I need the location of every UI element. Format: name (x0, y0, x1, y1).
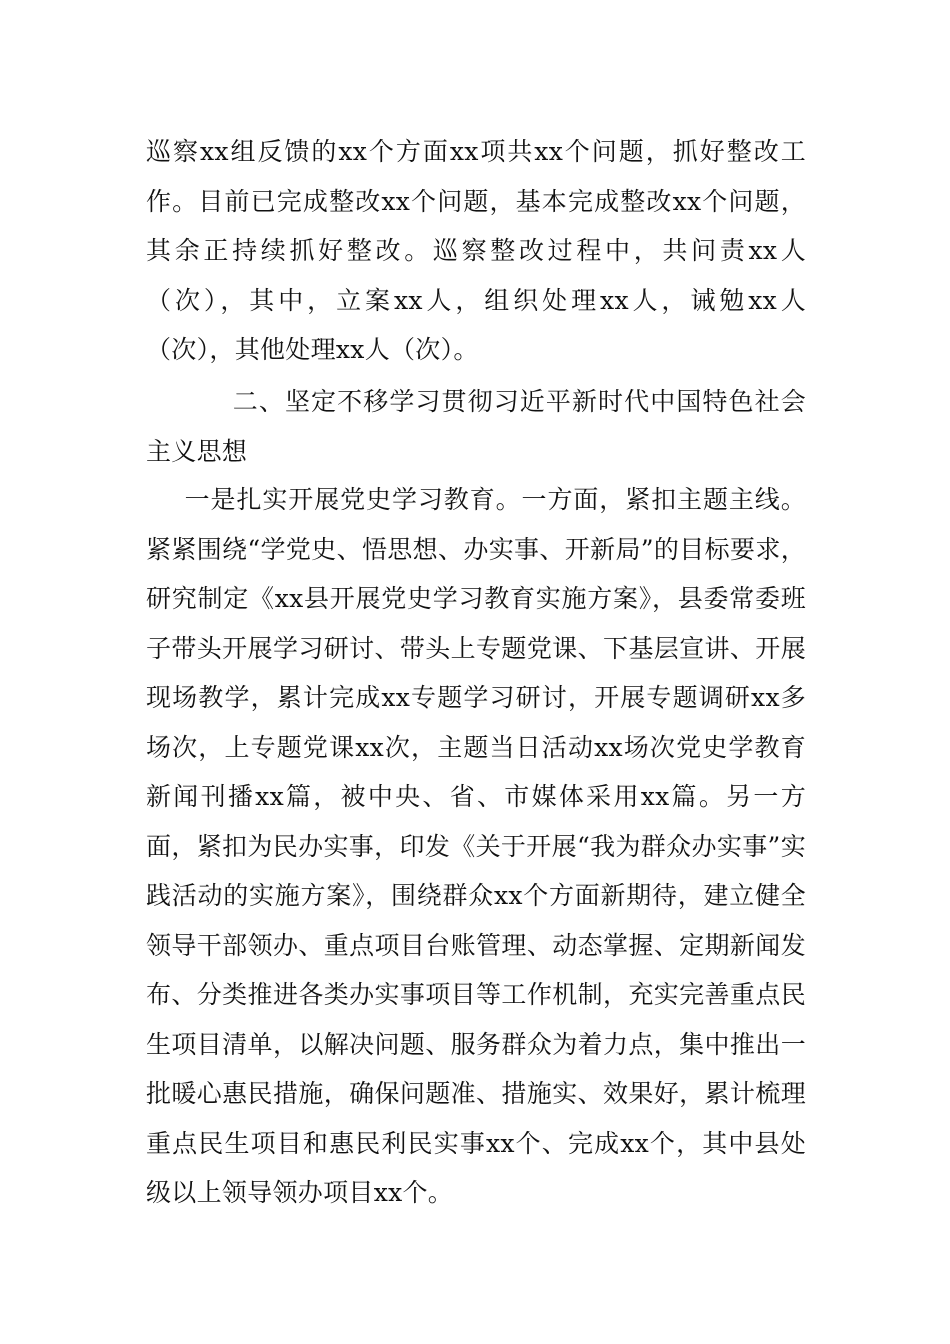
body-paragraph-inspection-rectification: 巡察xx组反馈的xx个方面xx项共xx个问题，抓好整改工作。目前已完成整改xx个问题，基本完成整改xx个问题，其余正持续抓好整改。巡察整改过程中，共问责xx人（次），其中，立案xx人，组织处理xx人，诫勉xx人（次），其他处理xx人（次）。 (146, 137, 806, 364)
body-paragraph-text: 一是扎实开展党史学习教育。一方面，紧扣主题主线。紧紧围绕“学党史、悟思想、办实事、开新局”的目标要求，研究制定《xx县开展党史学习教育实施方案》，县委常委班子带头开展学习研讨、带头上专题党课、下基层宣讲、开展现场教学，累计完成xx专题学习研讨，开展专题调研xx多场次，上专题党课xx次，主题当日活动xx场次党史学教育新闻刊播xx篇，被中央、省、市媒体采用xx篇。另一方面，紧扣为民办实事，印发《关于开展“我为群众办实事”实践活动的实施方案》，围绕群众xx个方面新期待，建立健全领导干部领办、重点项目台账管理、动态掌握、定期新闻发布、分类推进各类办实事项目等工作机制，充实完善重点民生项目清单，以解决问题、服务群众为着力点，集中推出一批暖心惠民措施，确保问题准、措施实、效果好，累计梳理重点民生项目和惠民利民实事xx个、完成xx个，其中县处级以上领导领办项目xx个。 (146, 485, 806, 1207)
section-heading-study-thought (146, 377, 806, 476)
body-paragraph-party-history-education (146, 475, 806, 1218)
section-heading-text: 二、坚定不移学习贯彻习近平新时代中国特色社会主义思想 (146, 387, 806, 466)
